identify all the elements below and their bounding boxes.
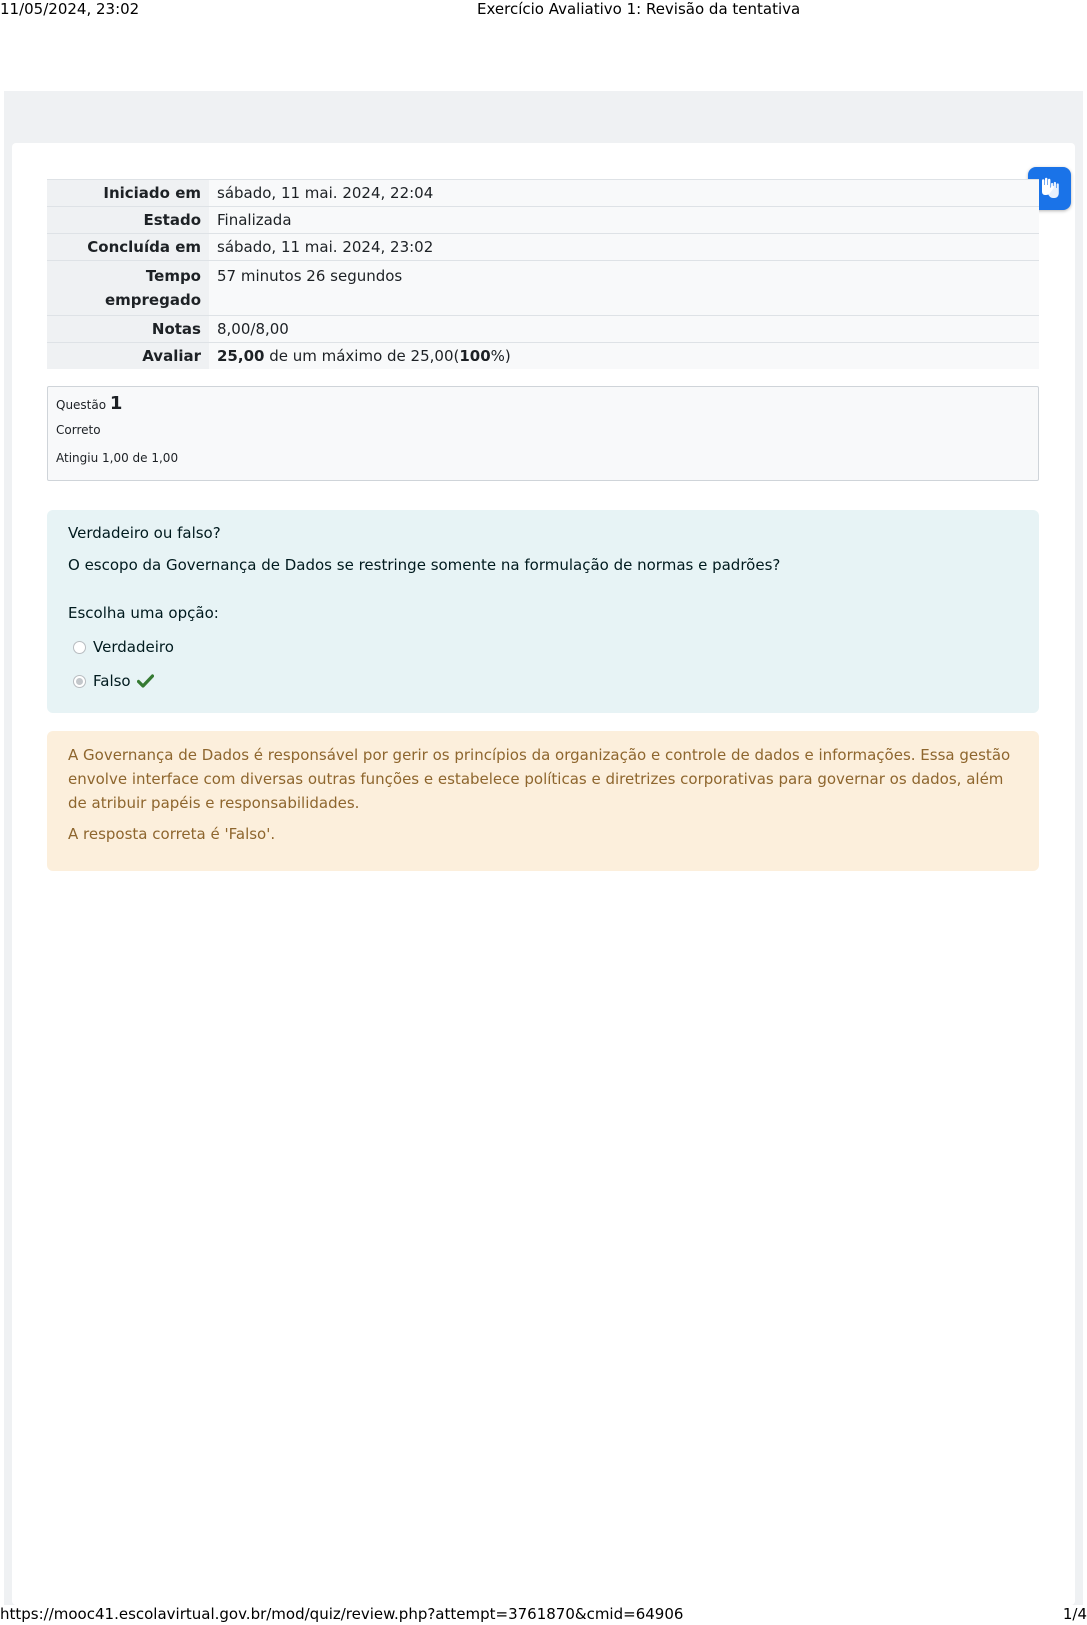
- summary-value: sábado, 11 mai. 2024, 22:04: [209, 180, 1039, 207]
- print-date: 11/05/2024, 23:02: [0, 0, 140, 18]
- radio-button[interactable]: [73, 641, 86, 654]
- attempt-summary-table: [47, 179, 1039, 369]
- answer-option-falso[interactable]: [68, 664, 1018, 698]
- print-footer: [0, 1605, 1087, 1625]
- answer-options: [68, 630, 1018, 698]
- summary-label: Iniciado em: [47, 180, 209, 207]
- general-feedback: A Governança de Dados é responsável por gerir os princípios da organização e controle de dados e informações. Essa gestão envolve interface com diversas outras funções e estabelece políticas e diretrizes corporativas para governar os dados, além de atribuir papéis e responsabilidades.: [68, 746, 1011, 812]
- print-page-title: Exercício Avaliativo 1: Revisão da tentativa: [477, 0, 801, 18]
- summary-label: Estado: [47, 207, 209, 234]
- summary-value: 57 minutos 26 segundos: [209, 261, 1039, 316]
- summary-label: Notas: [47, 316, 209, 343]
- summary-row-marks: [47, 316, 1039, 343]
- summary-label: Avaliar: [47, 343, 209, 370]
- question-number-value: 1: [109, 393, 123, 414]
- answer-feedback: [47, 731, 1039, 871]
- answer-option-verdadeiro[interactable]: [68, 630, 1018, 664]
- summary-label: Tempo empregado: [47, 261, 209, 316]
- question-number: [56, 393, 1030, 416]
- check-icon: [137, 674, 154, 688]
- print-header: [0, 0, 1087, 18]
- question-info-box: [47, 386, 1039, 481]
- grade-suffix: %): [490, 347, 511, 365]
- question-label: Questão: [56, 398, 107, 412]
- right-answer: A resposta correta é 'Falso'.: [68, 825, 276, 843]
- summary-row-grade: [47, 343, 1039, 370]
- summary-value: sábado, 11 mai. 2024, 23:02: [209, 234, 1039, 261]
- radio-button-selected[interactable]: [73, 675, 86, 688]
- summary-value: 8,00/8,00: [209, 316, 1039, 343]
- question-text: O escopo da Governança de Dados se restringe somente na formulação de normas e padrões?: [68, 556, 781, 574]
- print-page-number: 1/4: [1062, 1605, 1087, 1623]
- question-grade: Atingiu 1,00 de 1,00: [56, 451, 179, 465]
- grade-score: 25,00: [217, 347, 265, 365]
- grade-max-text: de um máximo de 25,00(: [264, 347, 460, 365]
- option-label: Falso: [93, 672, 131, 690]
- question-state: Correto: [56, 423, 101, 437]
- option-label: Verdadeiro: [93, 638, 174, 656]
- summary-value: Finalizada: [209, 207, 1039, 234]
- summary-row-started: [47, 180, 1039, 207]
- sign-language-hands-icon: [1037, 176, 1063, 202]
- summary-row-state: [47, 207, 1039, 234]
- question-intro: Verdadeiro ou falso?: [68, 524, 221, 542]
- summary-row-completed: [47, 234, 1039, 261]
- summary-row-time-taken: [47, 261, 1039, 316]
- answer-prompt: Escolha uma opção:: [68, 604, 219, 622]
- summary-label: Concluída em: [47, 234, 209, 261]
- summary-value: [209, 343, 1039, 370]
- question-formulation: [47, 510, 1039, 713]
- print-url: https://mooc41.escolavirtual.gov.br/mod/quiz/review.php?attempt=3761870&cmid=64906: [0, 1605, 684, 1623]
- grade-percent: 100: [459, 347, 491, 365]
